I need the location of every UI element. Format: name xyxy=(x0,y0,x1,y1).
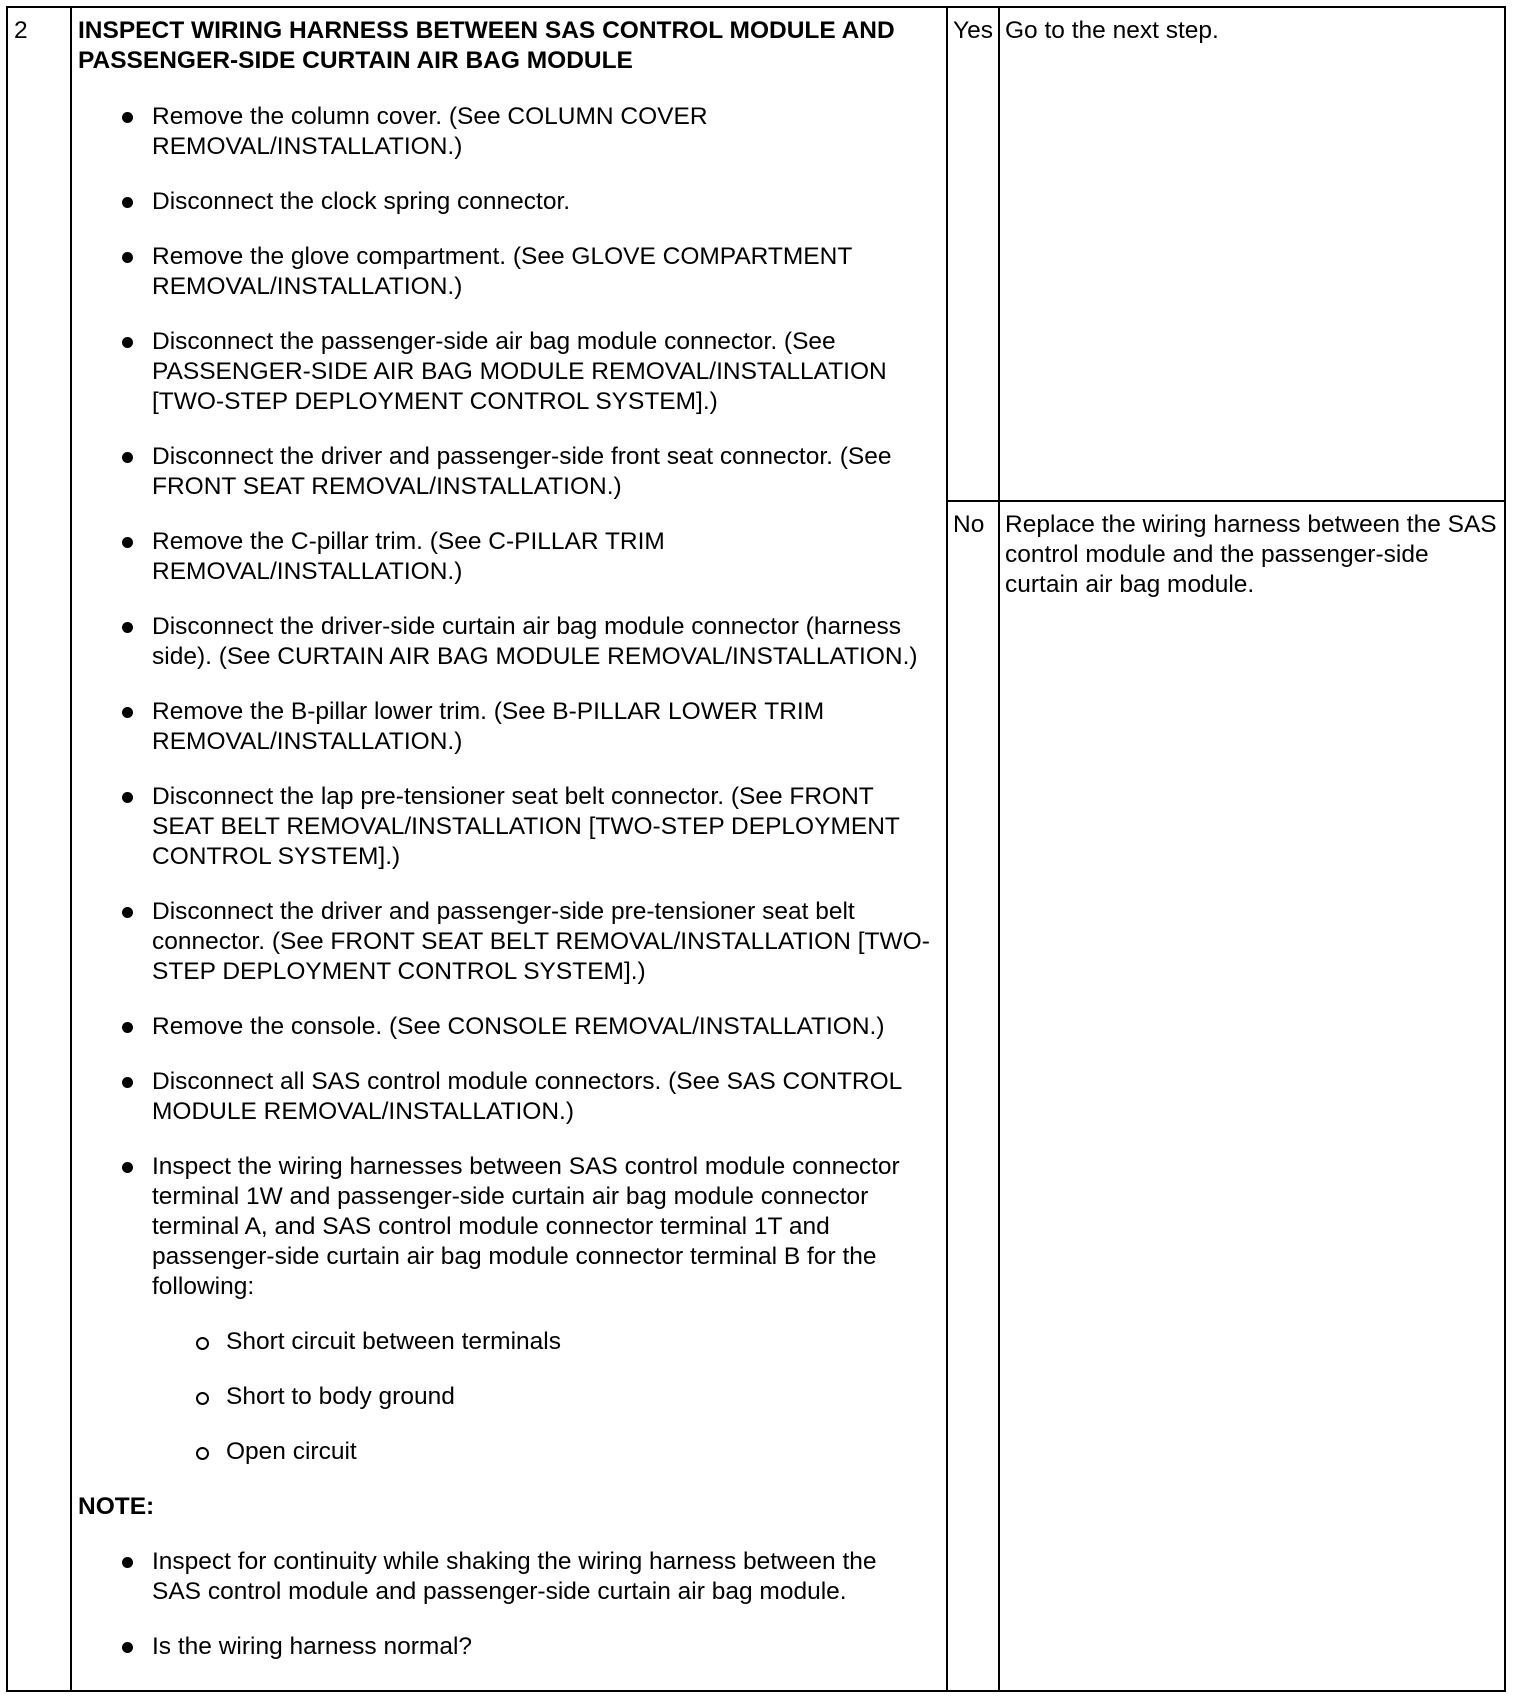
procedure-item: Remove the glove compartment. (See GLOVE COMPARTMENT REMOVAL/INSTALLATION.) xyxy=(118,242,930,302)
inspection-sublist xyxy=(152,1327,930,1467)
note-item: Inspect for continuity while shaking the wiring harness between the SAS control module and passenger-side curtain air bag module. xyxy=(118,1547,930,1607)
procedure-item: Disconnect the passenger-side air bag module connector. (See PASSENGER-SIDE AIR BAG MODULE REMOVAL/INSTALLATION [TWO-STEP DEPLOYMENT CONTROL SYSTEM].) xyxy=(118,327,930,417)
inspection-subitem: Short circuit between terminals xyxy=(192,1327,930,1357)
procedure-item: Disconnect the lap pre-tensioner seat belt connector. (See FRONT SEAT BELT REMOVAL/INSTALLATION [TWO-STEP DEPLOYMENT CONTROL SYSTEM].) xyxy=(118,782,930,872)
step-title-line1: INSPECT WIRING HARNESS BETWEEN SAS CONTROL MODULE AND xyxy=(78,17,895,44)
inspection-subitem: Open circuit xyxy=(192,1437,930,1467)
step-number: 2 xyxy=(7,7,71,1691)
procedure-item: Disconnect all SAS control module connectors. (See SAS CONTROL MODULE REMOVAL/INSTALLATION.) xyxy=(118,1067,930,1127)
diagnostic-step-table xyxy=(6,6,1506,1692)
procedure-item: Disconnect the driver-side curtain air bag module connector (harness side). (See CURTAIN AIR BAG MODULE REMOVAL/INSTALLATION.) xyxy=(118,612,930,672)
procedure-item: Remove the B-pillar lower trim. (See B-PILLAR LOWER TRIM REMOVAL/INSTALLATION.) xyxy=(118,697,930,757)
procedure-item: Disconnect the driver and passenger-side pre-tensioner seat belt connector. (See FRONT SEAT BELT REMOVAL/INSTALLATION [TWO-STEP DEPLOYMENT CONTROL SYSTEM].) xyxy=(118,897,930,987)
yes-label: Yes xyxy=(947,7,999,501)
yes-row xyxy=(7,7,1505,501)
step-title-line2: PASSENGER-SIDE CURTAIN AIR BAG MODULE xyxy=(78,47,633,74)
procedure-item: Disconnect the driver and passenger-side front seat connector. (See FRONT SEAT REMOVAL/INSTALLATION.) xyxy=(118,442,930,502)
procedure-item-inspect xyxy=(118,1152,930,1467)
note-list xyxy=(78,1547,930,1662)
procedure-item: Disconnect the clock spring connector. xyxy=(118,187,930,217)
inspection-subitem: Short to body ground xyxy=(192,1382,930,1412)
yes-action: Go to the next step. xyxy=(999,7,1505,501)
note-item: Is the wiring harness normal? xyxy=(118,1632,930,1662)
procedure-item: Remove the column cover. (See COLUMN COVER REMOVAL/INSTALLATION.) xyxy=(118,102,930,162)
procedure-cell xyxy=(71,7,947,1691)
procedure-item: Remove the console. (See CONSOLE REMOVAL/INSTALLATION.) xyxy=(118,1012,930,1042)
procedure-list xyxy=(78,102,930,1467)
procedure-item-text: Inspect the wiring harnesses between SAS control module connector terminal 1W and passenger-side curtain air bag module connector terminal A, and SAS control module connector terminal 1T and passenger-side curtain air bag module connector terminal B for the following: xyxy=(152,1153,900,1300)
procedure-item: Remove the C-pillar trim. (See C-PILLAR TRIM REMOVAL/INSTALLATION.) xyxy=(118,527,930,587)
note-label: NOTE: xyxy=(78,1493,155,1520)
no-action: Replace the wiring harness between the SAS control module and the passenger-side curtain air bag module. xyxy=(999,501,1505,1691)
step-title xyxy=(78,16,930,76)
no-label: No xyxy=(947,501,999,1691)
